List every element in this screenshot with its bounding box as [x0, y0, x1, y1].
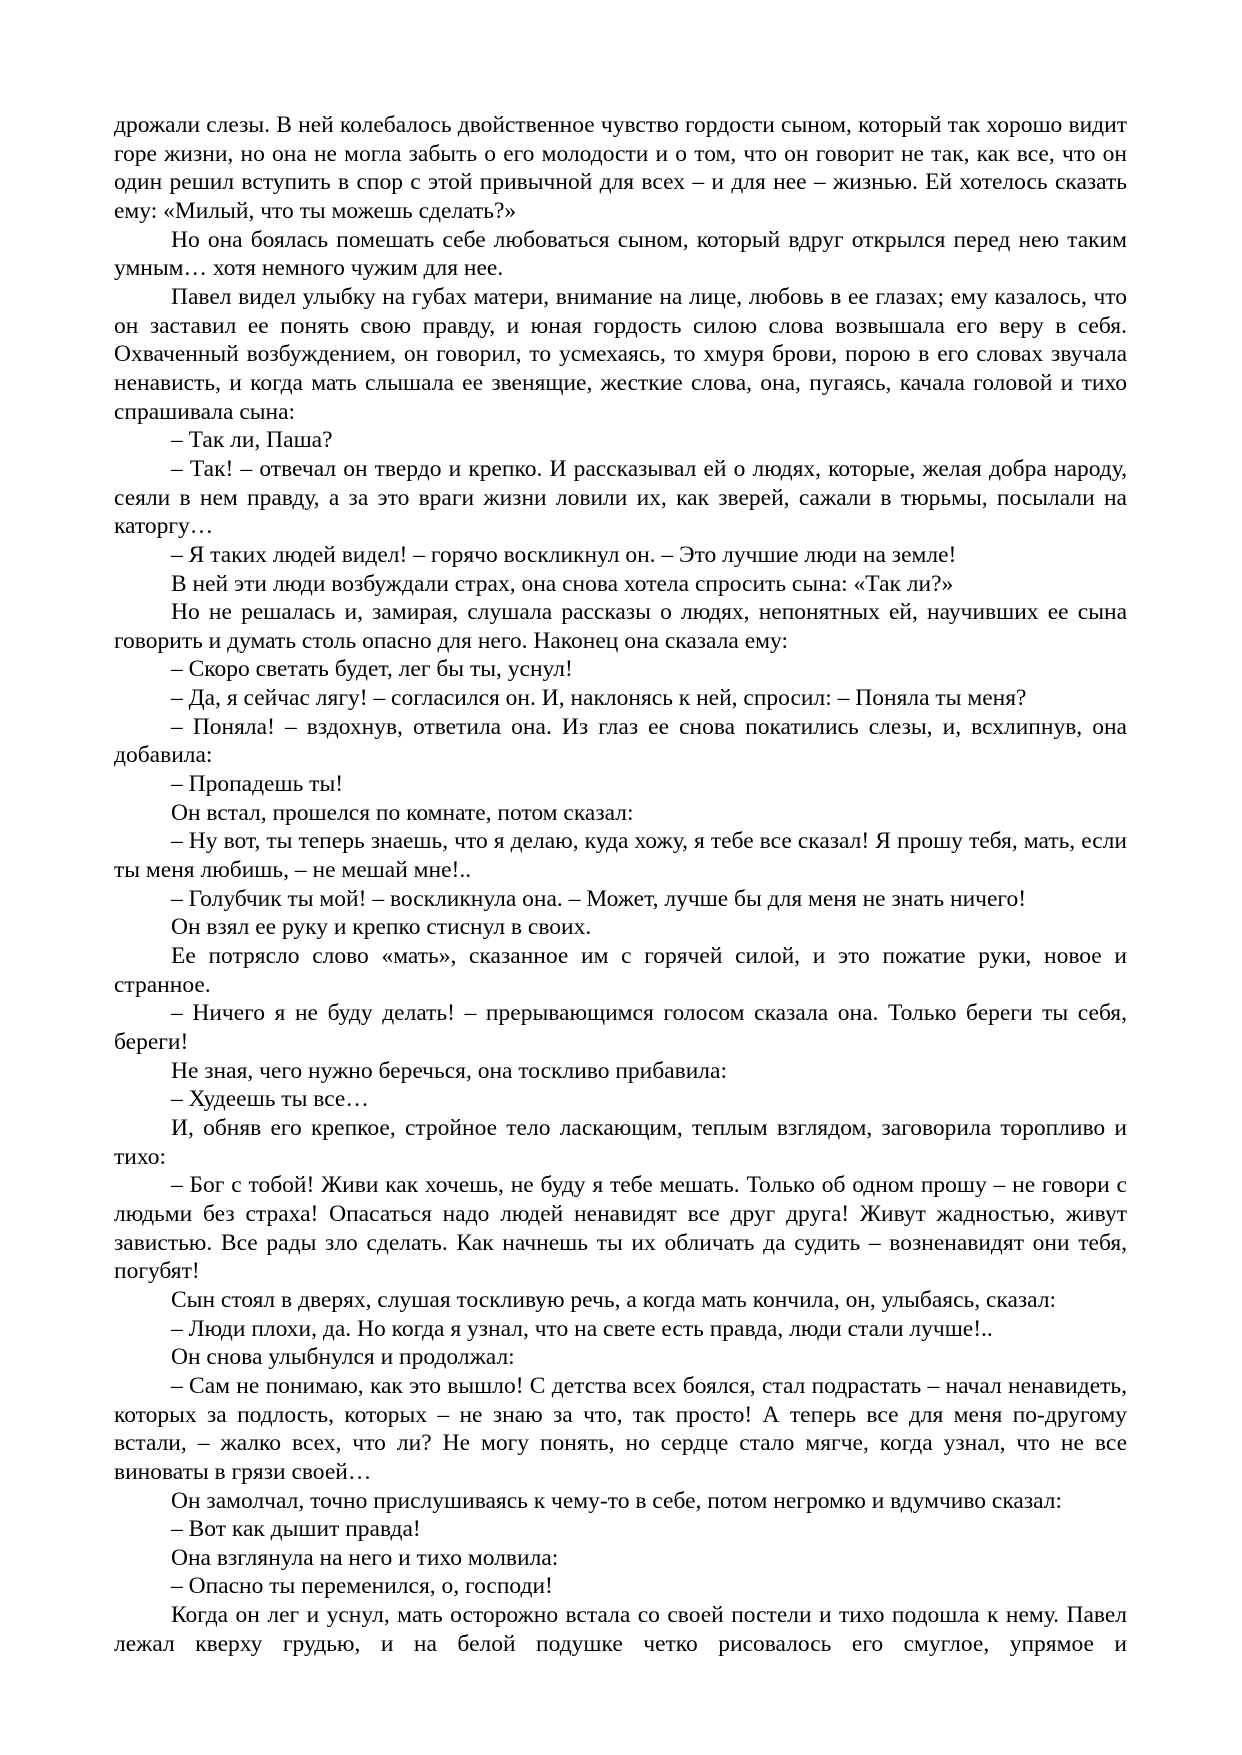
paragraph: – Сам не понимаю, как это вышло! С детства всех боялся, стал подрастать – начал ненавидеть, которых за подлость, которых – не знаю за что, так просто! А теперь все для меня по-другому встали, – жалко всех, что ли? Не могу понять, но сердце стало мягче, когда узнал, что не все виноваты в грязи своей…	[114, 1372, 1127, 1485]
paragraph: В ней эти люди возбуждали страх, она снова хотела спросить сына: «Так ли?»	[171, 570, 954, 597]
paragraph: – Так! – отвечал он твердо и крепко. И рассказывал ей о людях, которые, желая добра народу, сеяли в нем правду, а за это враги жизни ловили их, как зверей, сажали в тюрьмы, посылали на каторгу…	[114, 455, 1127, 540]
paragraph: – Люди плохи, да. Но когда я узнал, что на свете есть правда, люди стали лучше!..	[171, 1315, 993, 1342]
paragraph: Сын стоял в дверях, слушая тоскливую речь, а когда мать кончила, он, улыбаясь, сказал:	[171, 1286, 1057, 1313]
paragraph: – Худеешь ты все…	[171, 1086, 369, 1113]
paragraph: – Пропадешь ты!	[171, 771, 344, 798]
paragraph: – Голубчик ты мой! – воскликнула она. – Может, лучше бы для меня не знать ничего!	[171, 885, 1027, 912]
paragraph: – Да, я сейчас лягу! – согласился он. И, наклонясь к ней, спросил: – Поняла ты меня?	[171, 685, 1027, 712]
paragraph: Он замолчал, точно прислушиваясь к чему-то в себе, потом негромко и вдумчиво сказал:	[171, 1487, 1063, 1514]
paragraph: – Поняла! – вздохнув, ответила она. Из глаз ее снова покатились слезы, и, всхлипнув, она добавила:	[114, 713, 1127, 769]
paragraph: – Ничего я не буду делать! – прерывающимся голосом сказала она. Только береги ты себя, береги!	[114, 1000, 1127, 1055]
paragraph: – Скоро светать будет, лег бы ты, уснул!	[171, 656, 573, 683]
paragraph: Он встал, прошелся по комнате, потом сказал:	[171, 799, 634, 826]
paragraph: – Так ли, Паша?	[171, 427, 333, 454]
paragraph: Ее потрясло слово «мать», сказанное им с горячей силой, и это пожатие руки, новое и странное.	[114, 943, 1127, 998]
paragraph: Она взглянула на него и тихо молвила:	[171, 1544, 559, 1571]
paragraph: – Бог с тобой! Живи как хочешь, не буду я тебе мешать. Только об одном прошу – не говори с людьми без страха! Опасаться надо людей ненавидят все друг друга! Живут жадностью, живут завистью. Все рады зло сделать. Как начнешь ты их обличать да судить – возненавидят они тебя, погубят!	[114, 1172, 1127, 1285]
body-text	[114, 111, 1127, 1658]
paragraph: Павел видел улыбку на губах матери, внимание на лице, любовь в ее глазах; ему казалось, что он заставил ее понять свою правду, и юная гордость силою слова возвышала его веру в себя. Охваченный возбуждением, он говорил, то усмехаясь, то хмуря брови, порою в его словах звучала ненависть, и когда мать слышала ее звенящие, жесткие слова, она, пугаясь, качала головой и тихо спрашивала сына:	[114, 283, 1127, 425]
paragraph: Он взял ее руку и крепко стиснул в своих.	[171, 914, 592, 941]
paragraph: Не зная, чего нужно беречься, она тоскливо прибавила:	[171, 1057, 727, 1084]
paragraph: – Вот как дышит правда!	[171, 1516, 421, 1543]
paragraph: дрожали слезы. В ней колебалось двойственное чувство гордости сыном, который так хорошо видит горе жизни, но она не могла забыть о его молодости и о том, что он говорит не так, как все, что он один решил вступить в спор с этой привычной для всех – и для нее – жизнью. Ей хотелось сказать ему: «Милый, что ты можешь сделать?»	[114, 112, 1127, 224]
paragraph: И, обняв его крепкое, стройное тело ласкающим, теплым взглядом, заговорила торопливо и тихо:	[114, 1114, 1127, 1170]
paragraph: Но она боялась помешать себе любоваться сыном, который вдруг открылся перед нею таким умным… хотя немного чужим для нее.	[114, 226, 1127, 282]
paragraph: Он снова улыбнулся и продолжал:	[171, 1344, 515, 1371]
paragraph: – Ну вот, ты теперь знаешь, что я делаю, куда хожу, я тебе все сказал! Я прошу тебя, мать, если ты меня любишь, – не мешай мне!..	[114, 828, 1127, 884]
paragraph: Когда он лег и уснул, мать осторожно встала со своей постели и тихо подошла к нему. Павел лежал кверху грудью, и на белой подушке четко рисовалось его смуглое, упрямое и	[114, 1602, 1127, 1657]
paragraph: Но не решалась и, замирая, слушала рассказы о людях, непонятных ей, научивших ее сына говорить и думать столь опасно для него. Наконец она сказала ему:	[114, 599, 1127, 654]
paragraph: – Опасно ты переменился, о, господи!	[171, 1573, 553, 1600]
paragraph: – Я таких людей видел! – горячо воскликнул он. – Это лучшие люди на земле!	[171, 541, 957, 568]
